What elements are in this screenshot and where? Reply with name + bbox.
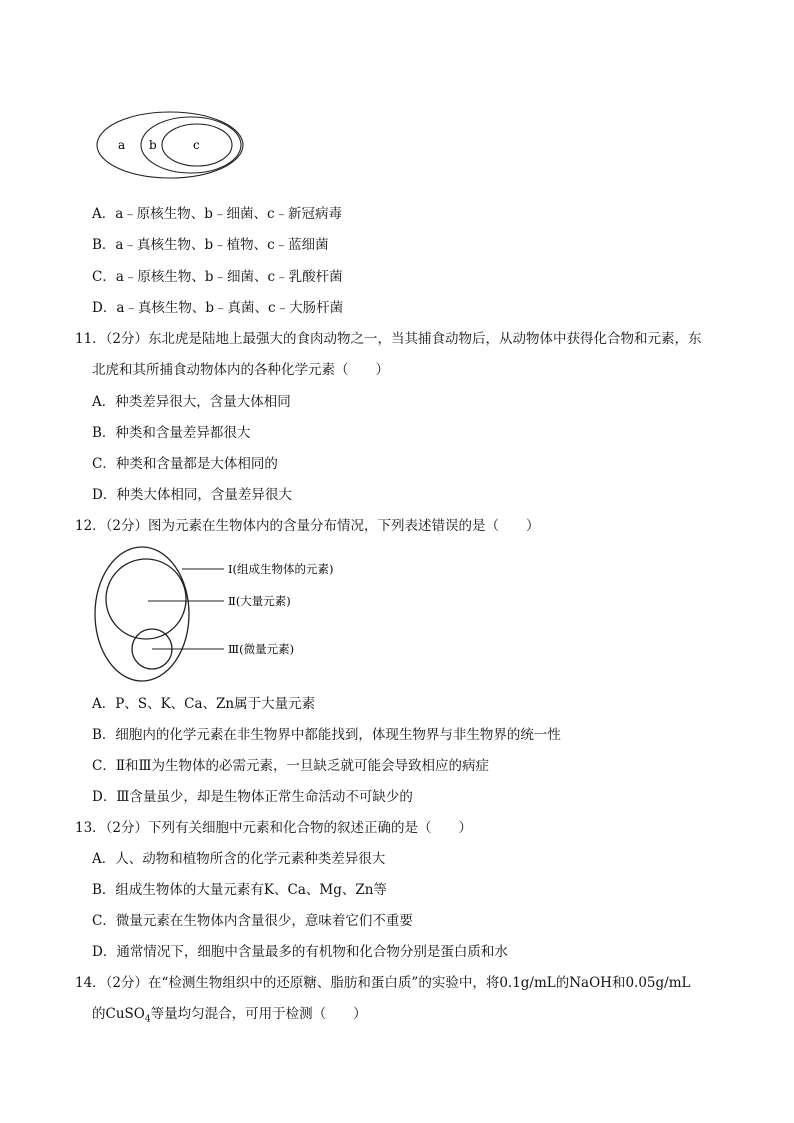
nested-set-diagram xyxy=(92,106,252,188)
q14-cont-pre: 的CuSO xyxy=(92,1006,145,1022)
set-2-circle xyxy=(106,559,186,639)
q12-option-a: A．P、S、K、Ca、Zn属于大量元素 xyxy=(92,696,316,712)
q12-option-d: D．Ⅲ含量虽少，却是生物体正常生命活动不可缺少的 xyxy=(92,789,413,805)
q13-option-d: D．通常情况下，细胞中含量最多的有机物和化合物分别是蛋白质和水 xyxy=(92,944,508,960)
q11-option-d: D．种类大体相同，含量差异很大 xyxy=(92,487,292,503)
q14-subscript: 4 xyxy=(144,1014,151,1025)
q13-option-b: B．组成生物体的大量元素有K、Ca、Mg、Zn等 xyxy=(92,882,387,898)
element-distribution-diagram xyxy=(92,546,372,686)
label-3: Ⅲ(微量元素) xyxy=(228,642,295,656)
q12-option-c: C．Ⅱ和Ⅲ为生物体的必需元素，一旦缺乏就可能会导致相应的病症 xyxy=(92,758,490,774)
q12-option-b: B．细胞内的化学元素在非生物界中都能找到，体现生物界与非生物界的统一性 xyxy=(92,727,561,743)
q11-option-a: A．种类差异很大，含量大体相同 xyxy=(92,394,291,410)
q11-stem: 11．（2分）东北虎是陆地上最强大的食肉动物之一，当其捕食动物后，从动物体中获得化合物和元素，东 xyxy=(75,331,702,347)
label-1: Ⅰ(组成生物体的元素) xyxy=(228,562,334,576)
q14-cont-post: 等量均匀混合，可用于检测（ ） xyxy=(150,1006,367,1022)
q11-stem-cont: 北虎和其所捕食动物体内的各种化学元素（ ） xyxy=(92,362,389,378)
q12-stem: 12．（2分）图为元素在生物体内的含量分布情况，下列表述错误的是（ ） xyxy=(75,518,540,534)
label-a: a xyxy=(118,138,126,152)
q10-option-d: D．a﹣真核生物、b﹣真菌、c﹣大肠杆菌 xyxy=(92,300,344,316)
q10-option-b: B．a﹣真核生物、b﹣植物、c﹣蓝细菌 xyxy=(92,237,329,253)
q11-option-c: C．种类和含量都是大体相同的 xyxy=(92,456,278,472)
q13-option-c: C．微量元素在生物体内含量很少，意味着它们不重要 xyxy=(92,913,413,929)
q10-option-a: A．a﹣原核生物、b﹣细菌、c﹣新冠病毒 xyxy=(92,206,342,222)
q10-option-c: C．a﹣原核生物、b﹣细菌、c﹣乳酸杆菌 xyxy=(92,269,343,285)
label-c: c xyxy=(193,138,200,152)
label-2: Ⅱ(大量元素) xyxy=(228,594,291,608)
q11-option-b: B．种类和含量差异都很大 xyxy=(92,425,251,441)
q13-stem: 13．（2分）下列有关细胞中元素和化合物的叙述正确的是（ ） xyxy=(75,820,473,836)
label-b: b xyxy=(149,138,157,152)
q14-stem-cont xyxy=(92,1005,367,1029)
q14-stem: 14．（2分）在“检测生物组织中的还原糖、脂肪和蛋白质”的实验中，将0.1g/mL的NaOH和0.05g/mL xyxy=(75,975,691,991)
q13-option-a: A．人、动物和植物所含的化学元素种类差异很大 xyxy=(92,851,386,867)
